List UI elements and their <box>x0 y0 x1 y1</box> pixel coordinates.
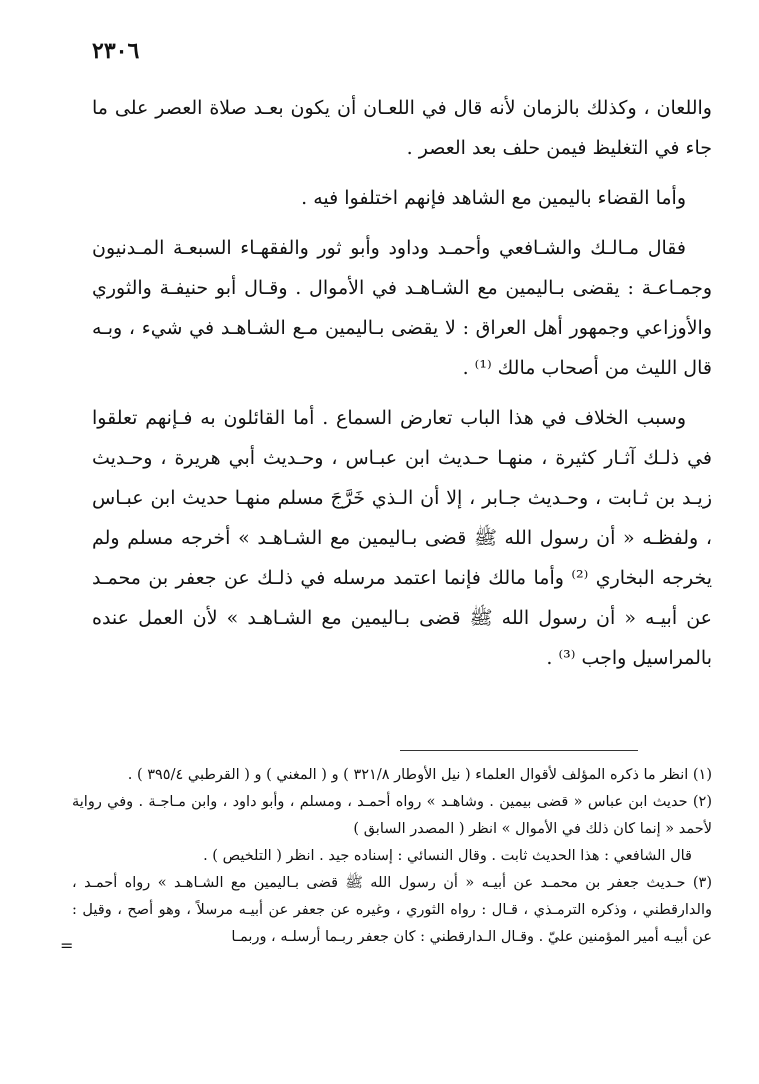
paragraph: واللعان ، وكذلك بالزمان لأنه قال في اللعـان أن يكون بعـد صلاة العصر على ما جاء في التغليظ فيمن حلف بعد العصر . <box>92 97 712 159</box>
page-number: ٢٣٠٦ <box>92 38 140 64</box>
footnote: قال الشافعي : هذا الحديث ثابت . وقال النسائي : إسناده جيد . انظر ( التلخيص ) . <box>203 848 692 864</box>
footnote: (٢) حديث ابن عباس « قضى بيمين . وشاهـد » رواه أحمـد ، ومسلم ، وأبو داود ، وابن مـاجـة . وفي رواية لأحمد « إنما كان ذلك في الأموال » انظر ( المصدر السابق ) <box>72 794 712 837</box>
paragraph: وسبب الخلاف في هذا الباب تعارض السماع . أما القائلون به فـإنهم تعلقوا في ذلـك آثـار كثيرة ، منهـا حـديث ابن عبـاس ، وحـديث أبي هريرة ، وحـديث زيـد بن ثـابت ، وحـديث جـابر ، إلا أن الـذي خَرَّجَ مسلم منهـا حديث ابن عبـاس ، ولفظـه « أن رسول الله ﷺ قضى بـاليمين مع الشـاهـد » أخرجه مسلم ولم يخرجه البخاري ⁽²⁾ وأما مالك فإنما اعتمد مرسله في ذلـك عن جعفر بن محمـد عن أبيـه « أن رسول الله ﷺ قضى بـاليمين مع الشـاهـد » لأن العمل عنده بالمراسيل واجب ⁽³⁾ . <box>92 407 712 669</box>
paragraph: فقال مـالـك والشـافعي وأحمـد وداود وأبو ثور والفقهـاء السبعـة المـدنيون وجمـاعـة : يقضى بـاليمين مع الشـاهـد في الأموال . وقـال أبو حنيفـة والثوري والأوزاعي وجمهور أهل العراق : لا يقضى بـاليمين مـع الشـاهـد في شيء ، وبـه قال الليث من أصحاب مالك ⁽¹⁾ . <box>92 237 712 379</box>
footnotes <box>72 762 712 951</box>
main-text <box>92 88 712 678</box>
footnote: (١) انظر ما ذكره المؤلف لأقوال العلماء ( نيل الأوطار ٣٢١/٨ ) و ( المغني ) و ( القرطبي ٣٩٥/٤ ) . <box>127 767 712 783</box>
paragraph: وأما القضاء باليمين مع الشاهد فإنهم اختلفوا فيه . <box>301 187 686 209</box>
continuation-mark: = <box>60 936 74 955</box>
footnote: (٣) حـديث جعفر بن محمـد عن أبيـه « أن رسول الله ﷺ قضى بـاليمين مع الشـاهـد » رواه أحمـد ، والدارقطني ، وذكره الترمـذي ، قـال : رواه الثوري ، وغيره عن جعفر عن أبيـه مرسلاً ، وهو أصح ، وقيل : عن أبيـه أمير المؤمنين عليّ . وقـال الـدارقطني : كان جعفر ربـما أرسلـه ، وربمـا <box>72 875 712 945</box>
footnote-divider <box>400 750 638 751</box>
